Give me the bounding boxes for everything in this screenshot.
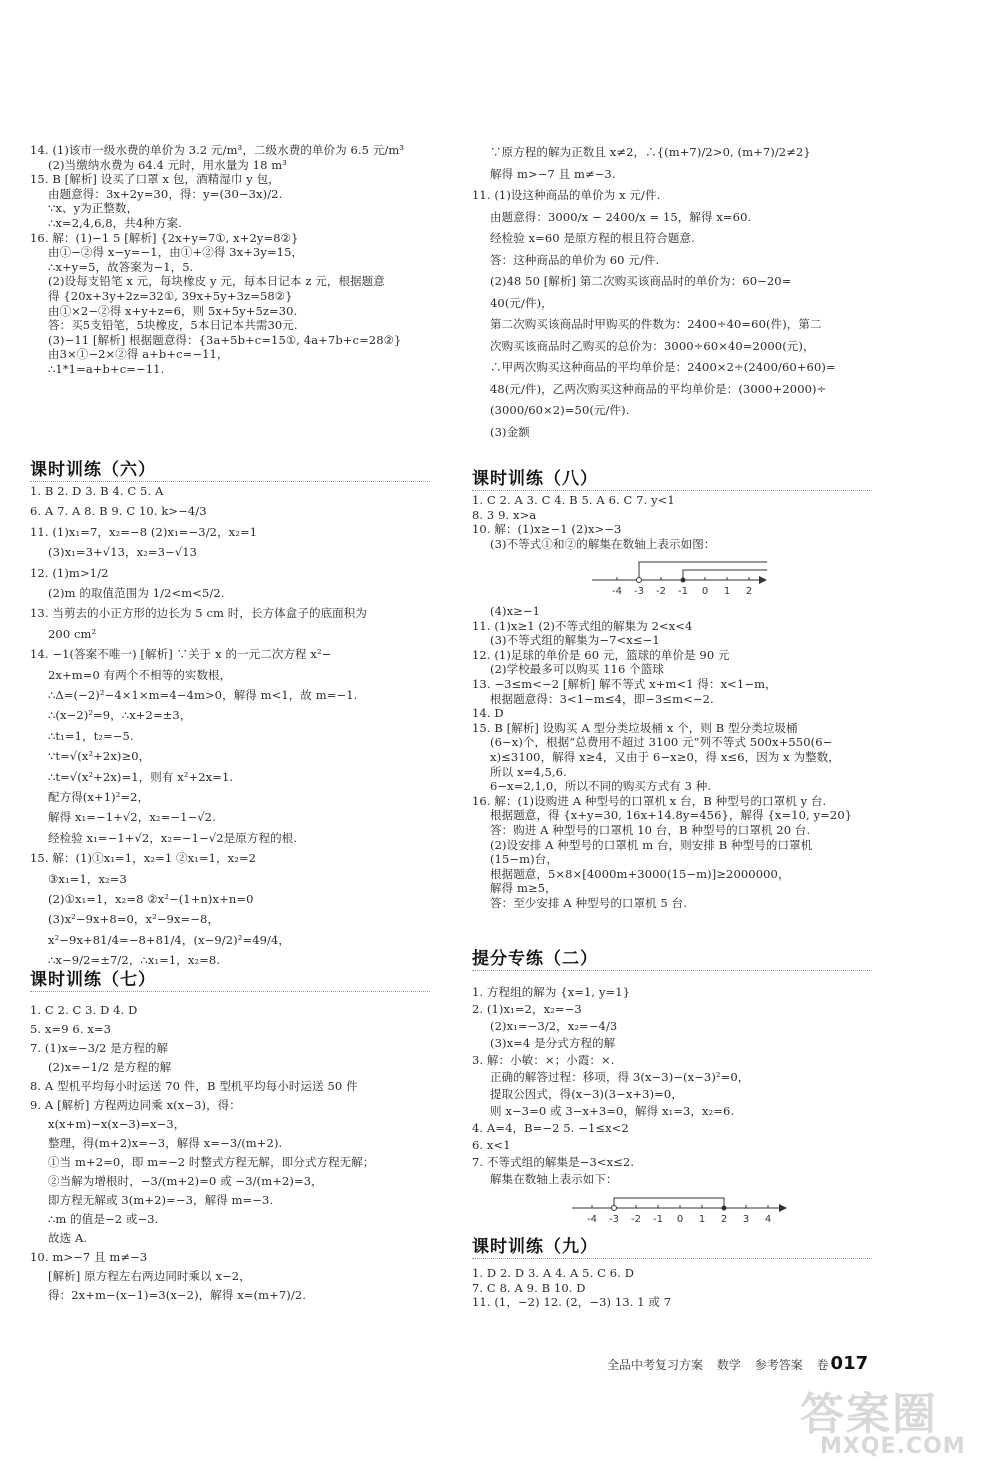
footer-book: 全品中考复习方案 bbox=[607, 1358, 704, 1372]
watermark-text: 答案圈 bbox=[800, 1389, 938, 1440]
axis-tick-label: 0 bbox=[676, 1214, 684, 1225]
text-line: (2)m 的取值范围为 1/2<m<5/2. bbox=[48, 586, 225, 600]
text-line: (2)设每支铅笔 x 元，每块橡皮 y 元，每本日记本 z 元，根据题意 bbox=[48, 274, 385, 289]
text-line: 6. A 7. A 8. B 9. C 10. k>−4/3 bbox=[30, 504, 207, 519]
text-line: (2)48 50 [解析] 第二次购买该商品时的单价为：60−20= bbox=[490, 274, 792, 288]
text-line: 10. 解：(1)x≥−1 (2)x>−3 bbox=[472, 522, 622, 537]
text-line: 故选 A. bbox=[48, 1231, 88, 1245]
text-line: 2x+m=0 有两个不相等的实数根， bbox=[48, 667, 232, 682]
text-line: 由3×①−2×②得 a+b+c=−11， bbox=[48, 347, 229, 362]
text-line: 7. (1)x=−3/2 是方程的解 bbox=[30, 1041, 169, 1055]
text-line: 6. x<1 bbox=[472, 1138, 511, 1152]
text-line: 6−x=2,1,0，所以不同的购买方式有 3 种. bbox=[490, 779, 712, 794]
text-line: 8. 3 9. x>a bbox=[472, 507, 537, 522]
text-line: ∴x−9/2=±7/2，∴x₁=1，x₂=8. bbox=[48, 953, 221, 968]
text-line: 12. (1)m>1/2 bbox=[30, 565, 109, 580]
text-line: 15. B [解析] 设买了口罩 x 包，酒精湿巾 y 包， bbox=[30, 172, 280, 187]
text-line: (3)−11 [解析] 根据题意得：{3a+5b+c=15①, 4a+7b+c=28②} bbox=[48, 332, 402, 347]
text-line: ∵x、y为正整数， bbox=[48, 201, 139, 216]
text-line: 根据题意，得 {x+y=30, 16x+14.8y=456}，解得 {x=10, y=20} bbox=[490, 808, 853, 823]
text-line: 1. C 2. C 3. D 4. D bbox=[30, 1003, 138, 1017]
section-title-9: 课时训练（九） bbox=[472, 1232, 872, 1259]
text-line: 40(元/件)， bbox=[490, 295, 553, 310]
text-line: 16. 解：(1)−1 5 [解析] {2x+y=7①, x+2y=8②} bbox=[30, 230, 299, 245]
text-line: x)≤3100，解得 x≥4，又由于 6−x≥0，得 x≤6，因为 x 为整数， bbox=[490, 750, 840, 764]
text-line: 14. (1)该市一级水费的单价为 3.2 元/m³，二级水费的单价为 6.5 元/m³ bbox=[30, 143, 405, 157]
text-line: 即方程无解或 3(m+2)=−3，解得 m=−3. bbox=[48, 1193, 274, 1207]
watermark-logo bbox=[800, 1378, 980, 1468]
text-line: 配方得(x+1)²=2， bbox=[48, 790, 150, 804]
text-line: 整理，得(m+2)x=−3，解得 x=−3/(m+2). bbox=[48, 1136, 283, 1150]
footer-subject: 数学 bbox=[716, 1358, 741, 1372]
text-line: 则 x−3=0 或 3−x+3=0，解得 x₁=3，x₂=6. bbox=[490, 1104, 735, 1118]
text-line: (3)金额 bbox=[490, 424, 530, 439]
text-line: 11. (1，−2) 12. (2，−3) 13. 1 或 7 bbox=[472, 1295, 672, 1310]
text-line: 48(元/件)，乙两次购买这种商品的平均单价是：(3000+2000)÷ bbox=[490, 381, 827, 396]
text-line: 经检验 x₁=−1+√2，x₂=−1−√2是原方程的根. bbox=[48, 830, 298, 845]
axis-tick-label: 4 bbox=[764, 1214, 772, 1225]
text-line: ①当 m+2=0，即 m=−2 时整式方程无解，即分式方程无解； bbox=[48, 1155, 375, 1169]
text-line: x(x+m)−x(x−3)=x−3， bbox=[48, 1117, 186, 1131]
axis-tick-label: 1 bbox=[723, 586, 731, 597]
axis-tick-label: 2 bbox=[720, 1214, 728, 1225]
text-line: ∵原方程的解为正数且 x≠2，∴{(m+7)/2>0, (m+7)/2≠2} bbox=[490, 145, 811, 159]
axis-tick-label: 1 bbox=[698, 1214, 706, 1225]
axis-tick-label: -2 bbox=[631, 1214, 641, 1225]
page-number: 017 bbox=[830, 1353, 869, 1374]
closed-point bbox=[681, 578, 686, 583]
watermark-url: MXQE.COM bbox=[820, 1434, 966, 1459]
text-line: ③x₁=1，x₂=3 bbox=[48, 871, 127, 886]
text-line: 次购买该商品时乙购买的总价为：3000÷60×40=2000(元)， bbox=[490, 338, 815, 353]
axis-tick-label: -3 bbox=[609, 1214, 619, 1225]
text-line: 答：购进 A 种型号的口罩机 10 台，B 种型号的口罩机 20 台. bbox=[490, 823, 811, 837]
text-line: ∴x+y=5，故答案为−1，5. bbox=[48, 259, 194, 274]
number-line-2 bbox=[572, 1190, 892, 1234]
text-line: ∴(x−2)²=9，∴x+2=±3， bbox=[48, 708, 192, 723]
text-line: 13. 当剪去的小正方形的边长为 5 cm 时，长方体盒子的底面积为 bbox=[30, 606, 367, 621]
text-line: 根据题意得：3<1−m≤4，即−3≤m<−2. bbox=[490, 691, 714, 706]
axis-tick-label: 3 bbox=[742, 1214, 750, 1225]
text-line: 正确的解答过程：移项，得 3(x−3)−(x−3)²=0， bbox=[490, 1070, 750, 1084]
text-line: (3)不等式组的解集为−7<x≤−1 bbox=[490, 633, 660, 648]
text-line: 11. (1)x₁=7，x₂=−8 (2)x₁=−3/2，x₂=1 bbox=[30, 524, 258, 539]
text-line: 1. B 2. D 3. B 4. C 5. A bbox=[30, 484, 164, 498]
text-line: x²−9x+81/4=−8+81/4，(x−9/2)²=49/4， bbox=[48, 932, 291, 947]
text-line: (2)x₁=−3/2，x₂=−4/3 bbox=[490, 1019, 618, 1033]
text-line: 11. (1)x≥1 (2)不等式组的解集为 2<x<4 bbox=[472, 618, 693, 633]
text-line: (2)学校最多可以购买 116 个篮球 bbox=[490, 662, 664, 677]
axis-tick-label: -1 bbox=[653, 1214, 663, 1225]
text-line: 1. D 2. D 3. A 4. A 5. C 6. D bbox=[472, 1266, 635, 1280]
text-line: 11. (1)设这种商品的单价为 x 元/件. bbox=[472, 188, 661, 202]
text-line: (3)x₁=3+√13，x₂=3−√13 bbox=[48, 545, 198, 560]
text-line: 经检验 x=60 是原方程的根且符合题意. bbox=[490, 231, 695, 245]
text-line: 9. A [解析] 方程两边同乘 x(x−3)，得： bbox=[30, 1098, 241, 1112]
text-line: (3)x²−9x+8=0，x²−9x=−8， bbox=[48, 912, 220, 927]
text-line: (3000/60×2)=50(元/件). bbox=[490, 403, 630, 417]
text-line: ∴甲两次购买这种商品的平均单价是：2400×2÷(2400/60+60)= bbox=[490, 360, 836, 374]
text-line: 解集在数轴上表示如下： bbox=[490, 1172, 618, 1186]
text-line: ∴m 的值是−2 或−3. bbox=[48, 1212, 159, 1226]
text-line: (2)x=−1/2 是方程的解 bbox=[48, 1060, 172, 1074]
text-line: 答：买5支铅笔，5块橡皮，5本日记本共需30元. bbox=[48, 318, 298, 333]
solution-bracket-1 bbox=[639, 562, 767, 580]
text-line: 得 {20x+3y+2z=32①, 39x+5y+3z=58②} bbox=[48, 289, 293, 303]
text-line: 7. C 8. A 9. B 10. D bbox=[472, 1280, 586, 1295]
text-line: 14. D bbox=[472, 706, 504, 721]
footer-vol: 卷 bbox=[816, 1358, 829, 1372]
solution-bracket bbox=[614, 1198, 724, 1208]
text-line: 得：2x+m−(x−1)=3(x−2)，解得 x=(m+7)/2. bbox=[48, 1288, 307, 1302]
text-line: ∴Δ=(−2)²−4×1×m=4−4m>0，解得 m<1，故 m=−1. bbox=[48, 688, 358, 702]
text-line: 解得 m>−7 且 m≠−3. bbox=[490, 166, 616, 181]
text-line: [解析] 原方程左右两边同时乘以 x−2， bbox=[48, 1269, 251, 1283]
page-footer bbox=[607, 1353, 878, 1374]
text-line: 10. m>−7 且 m≠−3 bbox=[30, 1250, 148, 1264]
text-line: 8. A 型机平均每小时运送 70 件，B 型机平均每小时运送 50 件 bbox=[30, 1079, 358, 1093]
section-title-7: 课时训练（七） bbox=[30, 965, 430, 992]
text-line: 7. 不等式组的解集是−3<x≤2. bbox=[472, 1155, 635, 1169]
axis-tick-label: -3 bbox=[634, 586, 644, 597]
text-line: 12. (1)足球的单价是 60 元，篮球的单价是 90 元 bbox=[472, 647, 730, 662]
axis-tick-label: -4 bbox=[587, 1214, 597, 1225]
open-point bbox=[637, 578, 642, 583]
text-line: 1. 方程组的解为 {x=1, y=1} bbox=[472, 985, 631, 999]
section-title-tifen: 提分专练（二） bbox=[472, 944, 872, 971]
text-line: ∴1*1=a+b+c=−11. bbox=[48, 362, 165, 376]
axis-arrow bbox=[779, 1204, 787, 1212]
axis-tick-label: 0 bbox=[701, 586, 709, 597]
text-line: 由题意得：3x+2y=30，得：y=(30−3x)/2. bbox=[48, 186, 283, 201]
text-line: (6−x)个，根据“总费用不超过 3100 元”列不等式 500x+550(6− bbox=[490, 735, 833, 750]
text-line: 15. 解：(1)①x₁=1，x₂=1 ②x₁=1，x₂=2 bbox=[30, 851, 257, 866]
text-line: 解得 m≥5， bbox=[490, 881, 557, 896]
closed-point bbox=[722, 1206, 727, 1211]
text-line: 2. (1)x₁=2，x₂=−3 bbox=[472, 1002, 582, 1016]
number-line-1 bbox=[592, 558, 892, 608]
text-line: 由①−②得 x−y=−1，由①+②得 3x+3y=15， bbox=[48, 245, 304, 260]
text-line: (15−m)台， bbox=[490, 852, 558, 867]
text-line: 14. −1(答案不唯一) [解析] ∵关于 x 的一元二次方程 x²− bbox=[30, 647, 332, 662]
footer-kind: 参考答案 bbox=[754, 1358, 803, 1372]
text-line: 4. A=4，B=−2 5. −1≤x<2 bbox=[472, 1121, 629, 1135]
text-line: (4)x≥−1 bbox=[490, 604, 541, 618]
text-line: 由题意得：3000/x − 2400/x = 15，解得 x=60. bbox=[490, 209, 752, 224]
text-line: 解得 x₁=−1+√2，x₂=−1−√2. bbox=[48, 810, 216, 825]
text-line: 根据题意，5×8×[4000m+3000(15−m)]≥2000000， bbox=[490, 866, 790, 881]
axis-tick-label: 2 bbox=[745, 586, 753, 597]
axis-tick-label: -1 bbox=[678, 586, 688, 597]
text-line: 第二次购买该商品时甲购买的件数为：2400÷40=60(件)，第二 bbox=[490, 317, 822, 331]
text-line: 所以 x=4,5,6. bbox=[490, 764, 567, 779]
text-line: ∴t=√(x²+2x)=1，则有 x²+2x=1. bbox=[48, 769, 234, 784]
solution-bracket-2 bbox=[683, 570, 767, 580]
text-line: 提取公因式，得(x−3)(3−x+3)=0， bbox=[490, 1087, 683, 1101]
text-line: 200 cm² bbox=[48, 626, 97, 641]
text-line: 由①×2−②得 x+y+z=6，则 5x+5y+5z=30. bbox=[48, 303, 298, 318]
text-line: 1. C 2. A 3. C 4. B 5. A 6. C 7. y<1 bbox=[472, 493, 675, 507]
axis-tick-label: -2 bbox=[656, 586, 666, 597]
text-line: (2)当缴纳水费为 64.4 元时，用水量为 18 m³ bbox=[48, 157, 287, 172]
open-point bbox=[612, 1206, 617, 1211]
section-title-6: 课时训练（六） bbox=[30, 455, 430, 482]
text-line: 答：至少安排 A 种型号的口罩机 5 台. bbox=[490, 896, 687, 910]
axis-arrow bbox=[759, 576, 767, 584]
text-line: 答：这种商品的单价为 60 元/件. bbox=[490, 252, 660, 267]
text-line: ∴x=2,4,6,8，共4种方案. bbox=[48, 216, 182, 230]
text-line: (2)设安排 A 种型号的口罩机 m 台，则安排 B 种型号的口罩机 bbox=[490, 837, 813, 852]
text-line: (3)不等式①和②的解集在数轴上表示如图： bbox=[490, 536, 716, 551]
text-line: 13. −3≤m<−2 [解析] 解不等式 x+m<1 得：x<1−m， bbox=[472, 677, 777, 691]
text-line: (3)x=4 是分式方程的解 bbox=[490, 1036, 616, 1050]
text-line: 16. 解：(1)设购进 A 种型号的口罩机 x 台，B 种型号的口罩机 y 台. bbox=[472, 793, 827, 808]
section-title-8: 课时训练（八） bbox=[472, 464, 872, 491]
text-line: (2)①x₁=1，x₂=8 ②x²−(1+n)x+n=0 bbox=[48, 892, 254, 906]
text-line: 15. B [解析] 设购买 A 型分类垃圾桶 x 个，则 B 型分类垃圾桶 bbox=[472, 720, 798, 735]
axis-tick-label: -4 bbox=[612, 586, 622, 597]
text-line: 5. x=9 6. x=3 bbox=[30, 1022, 112, 1036]
text-line: ∴t₁=1，t₂=−5. bbox=[48, 728, 134, 743]
text-line: ②当解为增根时，−3/(m+2)=0 或 −3/(m+2)=3， bbox=[48, 1174, 323, 1188]
text-line: ∵t=√(x²+2x)≥0， bbox=[48, 749, 151, 764]
text-line: 3. 解：小敏：×；小霞：×. bbox=[472, 1053, 615, 1067]
